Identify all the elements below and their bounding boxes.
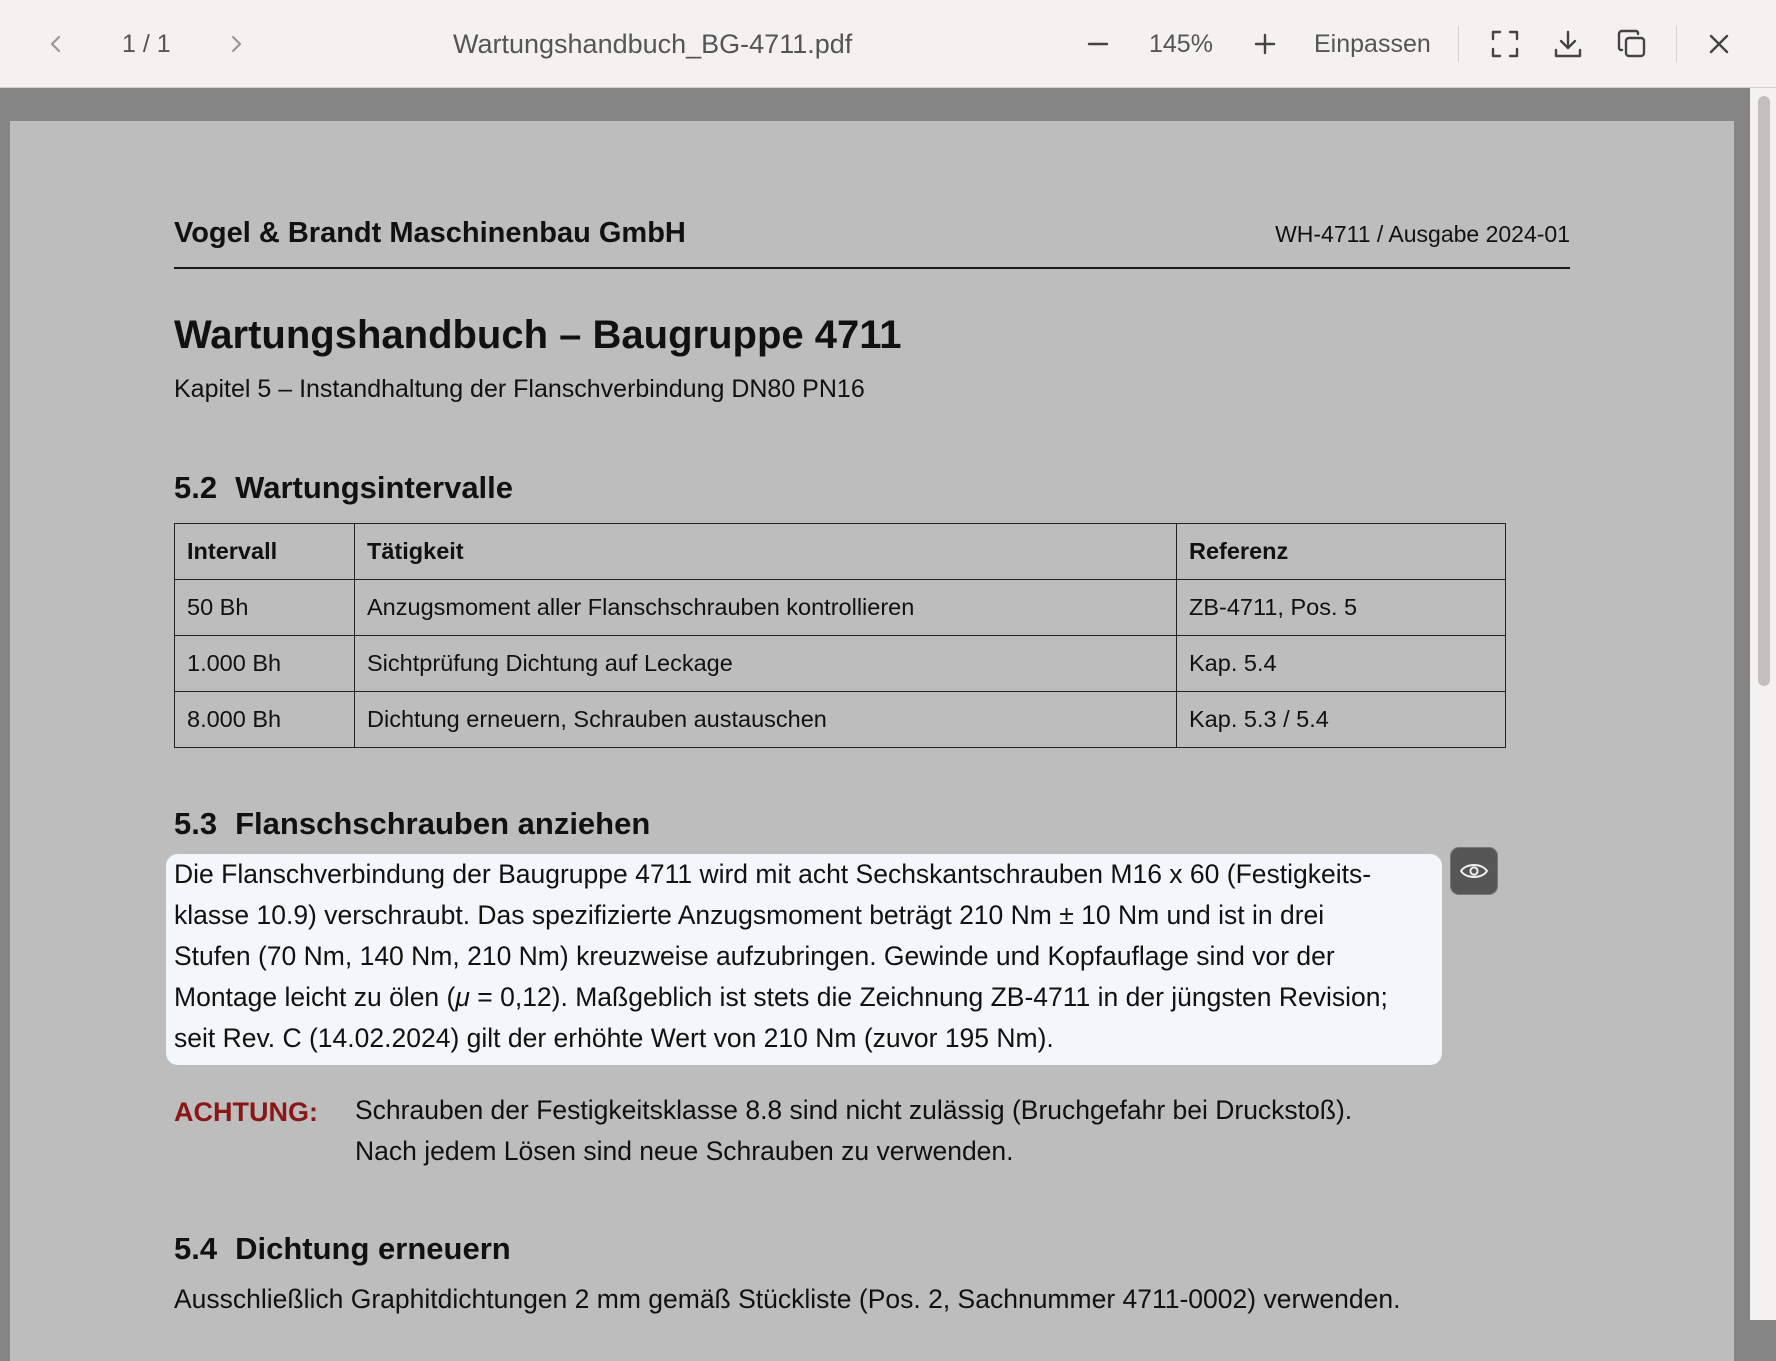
warning-line: Nach jedem Lösen sind neue Schrauben zu verwenden. — [355, 1136, 1014, 1166]
close-icon — [1707, 32, 1731, 56]
previous-page-button[interactable] — [36, 24, 76, 64]
text-run: = 0,12). Maßgeblich ist stets die Zeichnung ZB-4711 in der jüngsten Revision; — [469, 982, 1388, 1012]
document-subtitle: Kapitel 5 – Instandhaltung der Flanschverbindung DN80 PN16 — [174, 375, 865, 403]
zoom-level[interactable]: 145% — [1149, 29, 1213, 58]
section-title: Flanschschrauben anziehen — [235, 806, 651, 841]
file-name: Wartungshandbuch_BG-4711.pdf — [453, 28, 853, 59]
plus-icon — [1253, 32, 1277, 56]
chevron-right-icon — [225, 33, 247, 55]
section-number: 5.4 — [174, 1231, 218, 1266]
table-cell: 8.000 Bh — [175, 692, 355, 748]
pdf-toolbar — [0, 0, 1776, 88]
table-header-cell: Tätigkeit — [355, 524, 1177, 580]
section-title: Dichtung erneuern — [235, 1231, 511, 1266]
eye-icon — [1459, 861, 1489, 881]
pdf-page — [10, 121, 1734, 1361]
close-button[interactable] — [1699, 24, 1739, 64]
scrollbar-thumb[interactable] — [1758, 96, 1770, 686]
table-header-cell: Referenz — [1177, 524, 1506, 580]
reveal-selection-button[interactable] — [1450, 847, 1498, 895]
minus-icon — [1086, 32, 1110, 56]
document-reference: WH-4711 / Ausgabe 2024-01 — [1275, 221, 1570, 247]
next-page-button[interactable] — [216, 24, 256, 64]
table-cell: ZB-4711, Pos. 5 — [1177, 580, 1506, 636]
table-row — [175, 692, 1506, 748]
section-number: 5.3 — [174, 806, 218, 841]
section-heading-5-2 — [174, 470, 513, 506]
table-row — [175, 636, 1506, 692]
paragraph-line: klasse 10.9) verschraubt. Das spezifizierte Anzugsmoment beträgt 210 Nm ± 10 Nm und ist in drei — [174, 900, 1325, 930]
table-cell: Kap. 5.3 / 5.4 — [1177, 692, 1506, 748]
document-title: Wartungshandbuch – Baugruppe 4711 — [174, 313, 902, 357]
table-cell: Anzugsmoment aller Flanschschrauben kontrollieren — [355, 580, 1177, 636]
zoom-in-button[interactable] — [1245, 24, 1285, 64]
warning-label: ACHTUNG: — [174, 1097, 318, 1127]
page-indicator: 1 / 1 — [122, 29, 171, 58]
paragraph-line: Ausschließlich Graphitdichtungen 2 mm gemäß Stückliste (Pos. 2, Sachnummer 4711-0002) verwenden. — [174, 1284, 1401, 1314]
company-name: Vogel & Brandt Maschinenbau GmbH — [174, 217, 686, 249]
fullscreen-button[interactable] — [1483, 22, 1527, 66]
warning-line: Schrauben der Festigkeitsklasse 8.8 sind nicht zulässig (Bruchgefahr bei Druckstoß). — [355, 1095, 1353, 1125]
table-header-cell: Intervall — [175, 524, 355, 580]
table-row — [175, 580, 1506, 636]
table-cell: Dichtung erneuern, Schrauben austauschen — [355, 692, 1177, 748]
header-rule — [174, 267, 1570, 269]
section-number: 5.2 — [174, 470, 218, 505]
toolbar-divider — [1676, 26, 1677, 62]
toolbar-divider — [1458, 26, 1459, 62]
maintenance-interval-table — [174, 523, 1506, 748]
table-cell: 1.000 Bh — [175, 636, 355, 692]
section-heading-5-3 — [174, 806, 650, 842]
section-heading-5-4 — [174, 1231, 511, 1267]
download-button[interactable] — [1546, 22, 1590, 66]
section-title: Wartungsintervalle — [235, 470, 514, 505]
paragraph-line — [174, 977, 1388, 1018]
copy-icon — [1616, 28, 1648, 60]
table-cell: Kap. 5.4 — [1177, 636, 1506, 692]
zoom-out-button[interactable] — [1078, 24, 1118, 64]
mu-symbol: μ — [455, 982, 470, 1012]
paragraph-line: Die Flanschverbindung der Baugruppe 4711 wird mit acht Sechskantschrauben M16 x 60 (Festigkeits- — [174, 859, 1372, 889]
paragraph-line: seit Rev. C (14.02.2024) gilt der erhöhte Wert von 210 Nm (zuvor 195 Nm). — [174, 1023, 1054, 1053]
fullscreen-icon — [1490, 29, 1520, 59]
copy-button[interactable] — [1610, 22, 1654, 66]
text-run: Montage leicht zu ölen ( — [174, 982, 456, 1012]
table-header-row — [175, 524, 1506, 580]
download-icon — [1553, 29, 1583, 59]
chevron-left-icon — [45, 33, 67, 55]
table-cell: 50 Bh — [175, 580, 355, 636]
table-cell: Sichtprüfung Dichtung auf Leckage — [355, 636, 1177, 692]
fit-page-button[interactable]: Einpassen — [1314, 29, 1431, 58]
paragraph-line: Stufen (70 Nm, 140 Nm, 210 Nm) kreuzweise aufzubringen. Gewinde und Kopfauflage sind vor der — [174, 941, 1335, 971]
